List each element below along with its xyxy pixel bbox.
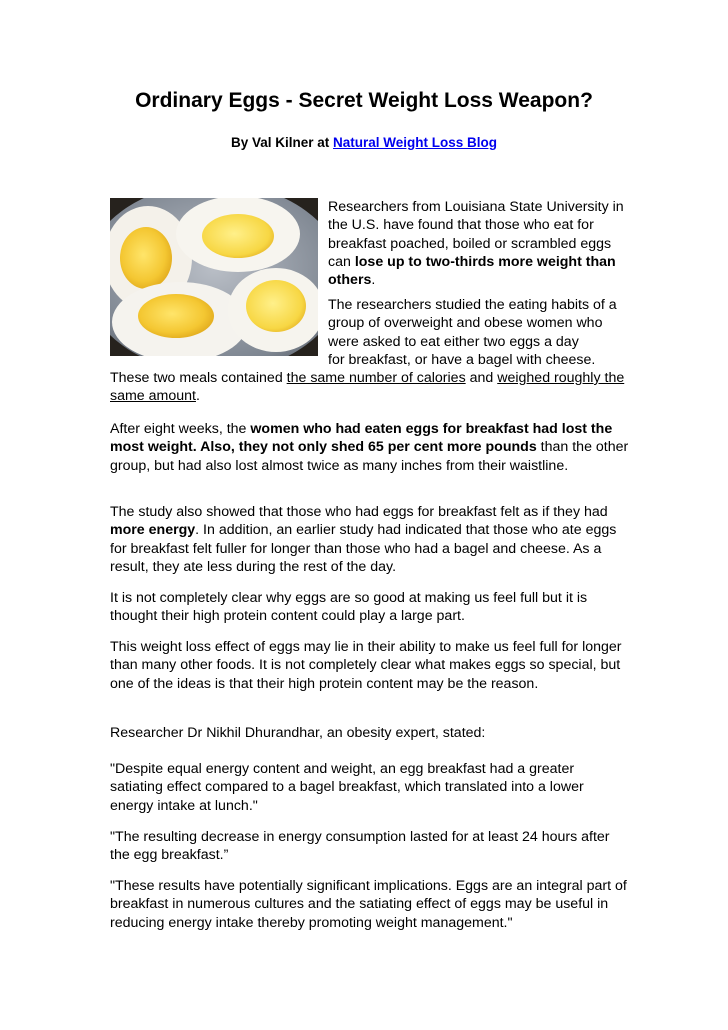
- text-run: The researchers studied the eating habits of a group of overweight and obese women who were asked to eat either two eggs a day: [328, 297, 617, 350]
- text-run: for breakfast, or have a bagel with cheese.: [328, 352, 596, 368]
- paragraph-researcher: Researcher Dr Nikhil Dhurandhar, an obesity expert, stated:: [110, 725, 486, 741]
- paragraph-study-part1: [328, 296, 628, 351]
- paragraph-results: [110, 420, 630, 475]
- paragraph-study-meals: [110, 369, 630, 406]
- paragraph-energy: [110, 503, 630, 576]
- emphasis-text: more energy: [110, 522, 196, 539]
- text-run: and: [465, 370, 498, 386]
- text-run: . In addition, an earlier study had indicated that those who ate eggs for breakfast felt fuller for longer than those who had a bagel and cheese. As a result, they ate less during the rest of the day.: [110, 522, 617, 575]
- underlined-text: the same number of calories: [286, 370, 466, 386]
- quote-3: "These results have potentially significant implications. Eggs are an integral part of breakfast in numerous cultures and the satiating effect of eggs may be useful in reducing energy intake thereby promoting weight management.": [110, 878, 627, 931]
- text-run: After eight weeks, the: [110, 421, 251, 437]
- blog-link[interactable]: Natural Weight Loss Blog: [333, 135, 498, 150]
- emphasis-text: lose up to two-thirds more weight than others: [328, 253, 616, 289]
- text-run: .: [195, 388, 200, 405]
- text-run: than the other group, but had also lost almost twice as many inches from their waistline.: [110, 439, 629, 474]
- byline-prefix: By Val Kilner at: [230, 135, 334, 150]
- article-title: Ordinary Eggs - Secret Weight Loss Weapon?: [135, 89, 593, 112]
- text-run: These two meals contained: [110, 370, 287, 386]
- text-run: .: [371, 272, 376, 289]
- paragraph-intro: [328, 198, 628, 289]
- quote-1: "Despite equal energy content and weight, an egg breakfast had a greater satiating effect compared to a bagel breakfast, which translated into a lower energy intake at lunch.": [110, 761, 584, 814]
- byline: [0, 134, 728, 152]
- underlined-text: weighed roughly the same amount: [110, 370, 625, 405]
- emphasis-text: women who had eaten eggs for breakfast had lost the most weight. Also, they not only shed 65 per cent more pounds: [110, 421, 613, 456]
- paragraph-study-part2: [328, 351, 628, 369]
- eggs-photo: [110, 198, 318, 356]
- text-run: The study also showed that those who had eggs for breakfast felt as if they had: [110, 504, 608, 520]
- paragraph-protein: It is not completely clear why eggs are so good at making us feel full but it is thought their high protein content could play a large part.: [110, 590, 588, 625]
- paragraph-effect: This weight loss effect of eggs may lie in their ability to make us feel full for longer than many other foods. It is not completely clear what makes eggs so special, but one of the ideas is that their high protein content may be the reason.: [110, 639, 622, 692]
- quote-2: "The resulting decrease in energy consumption lasted for at least 24 hours after the egg breakfast.”: [110, 829, 610, 864]
- text-run: Researchers from Louisiana State University in the U.S. have found that those who eat for breakfast poached, boiled or scrambled eggs can: [328, 199, 624, 270]
